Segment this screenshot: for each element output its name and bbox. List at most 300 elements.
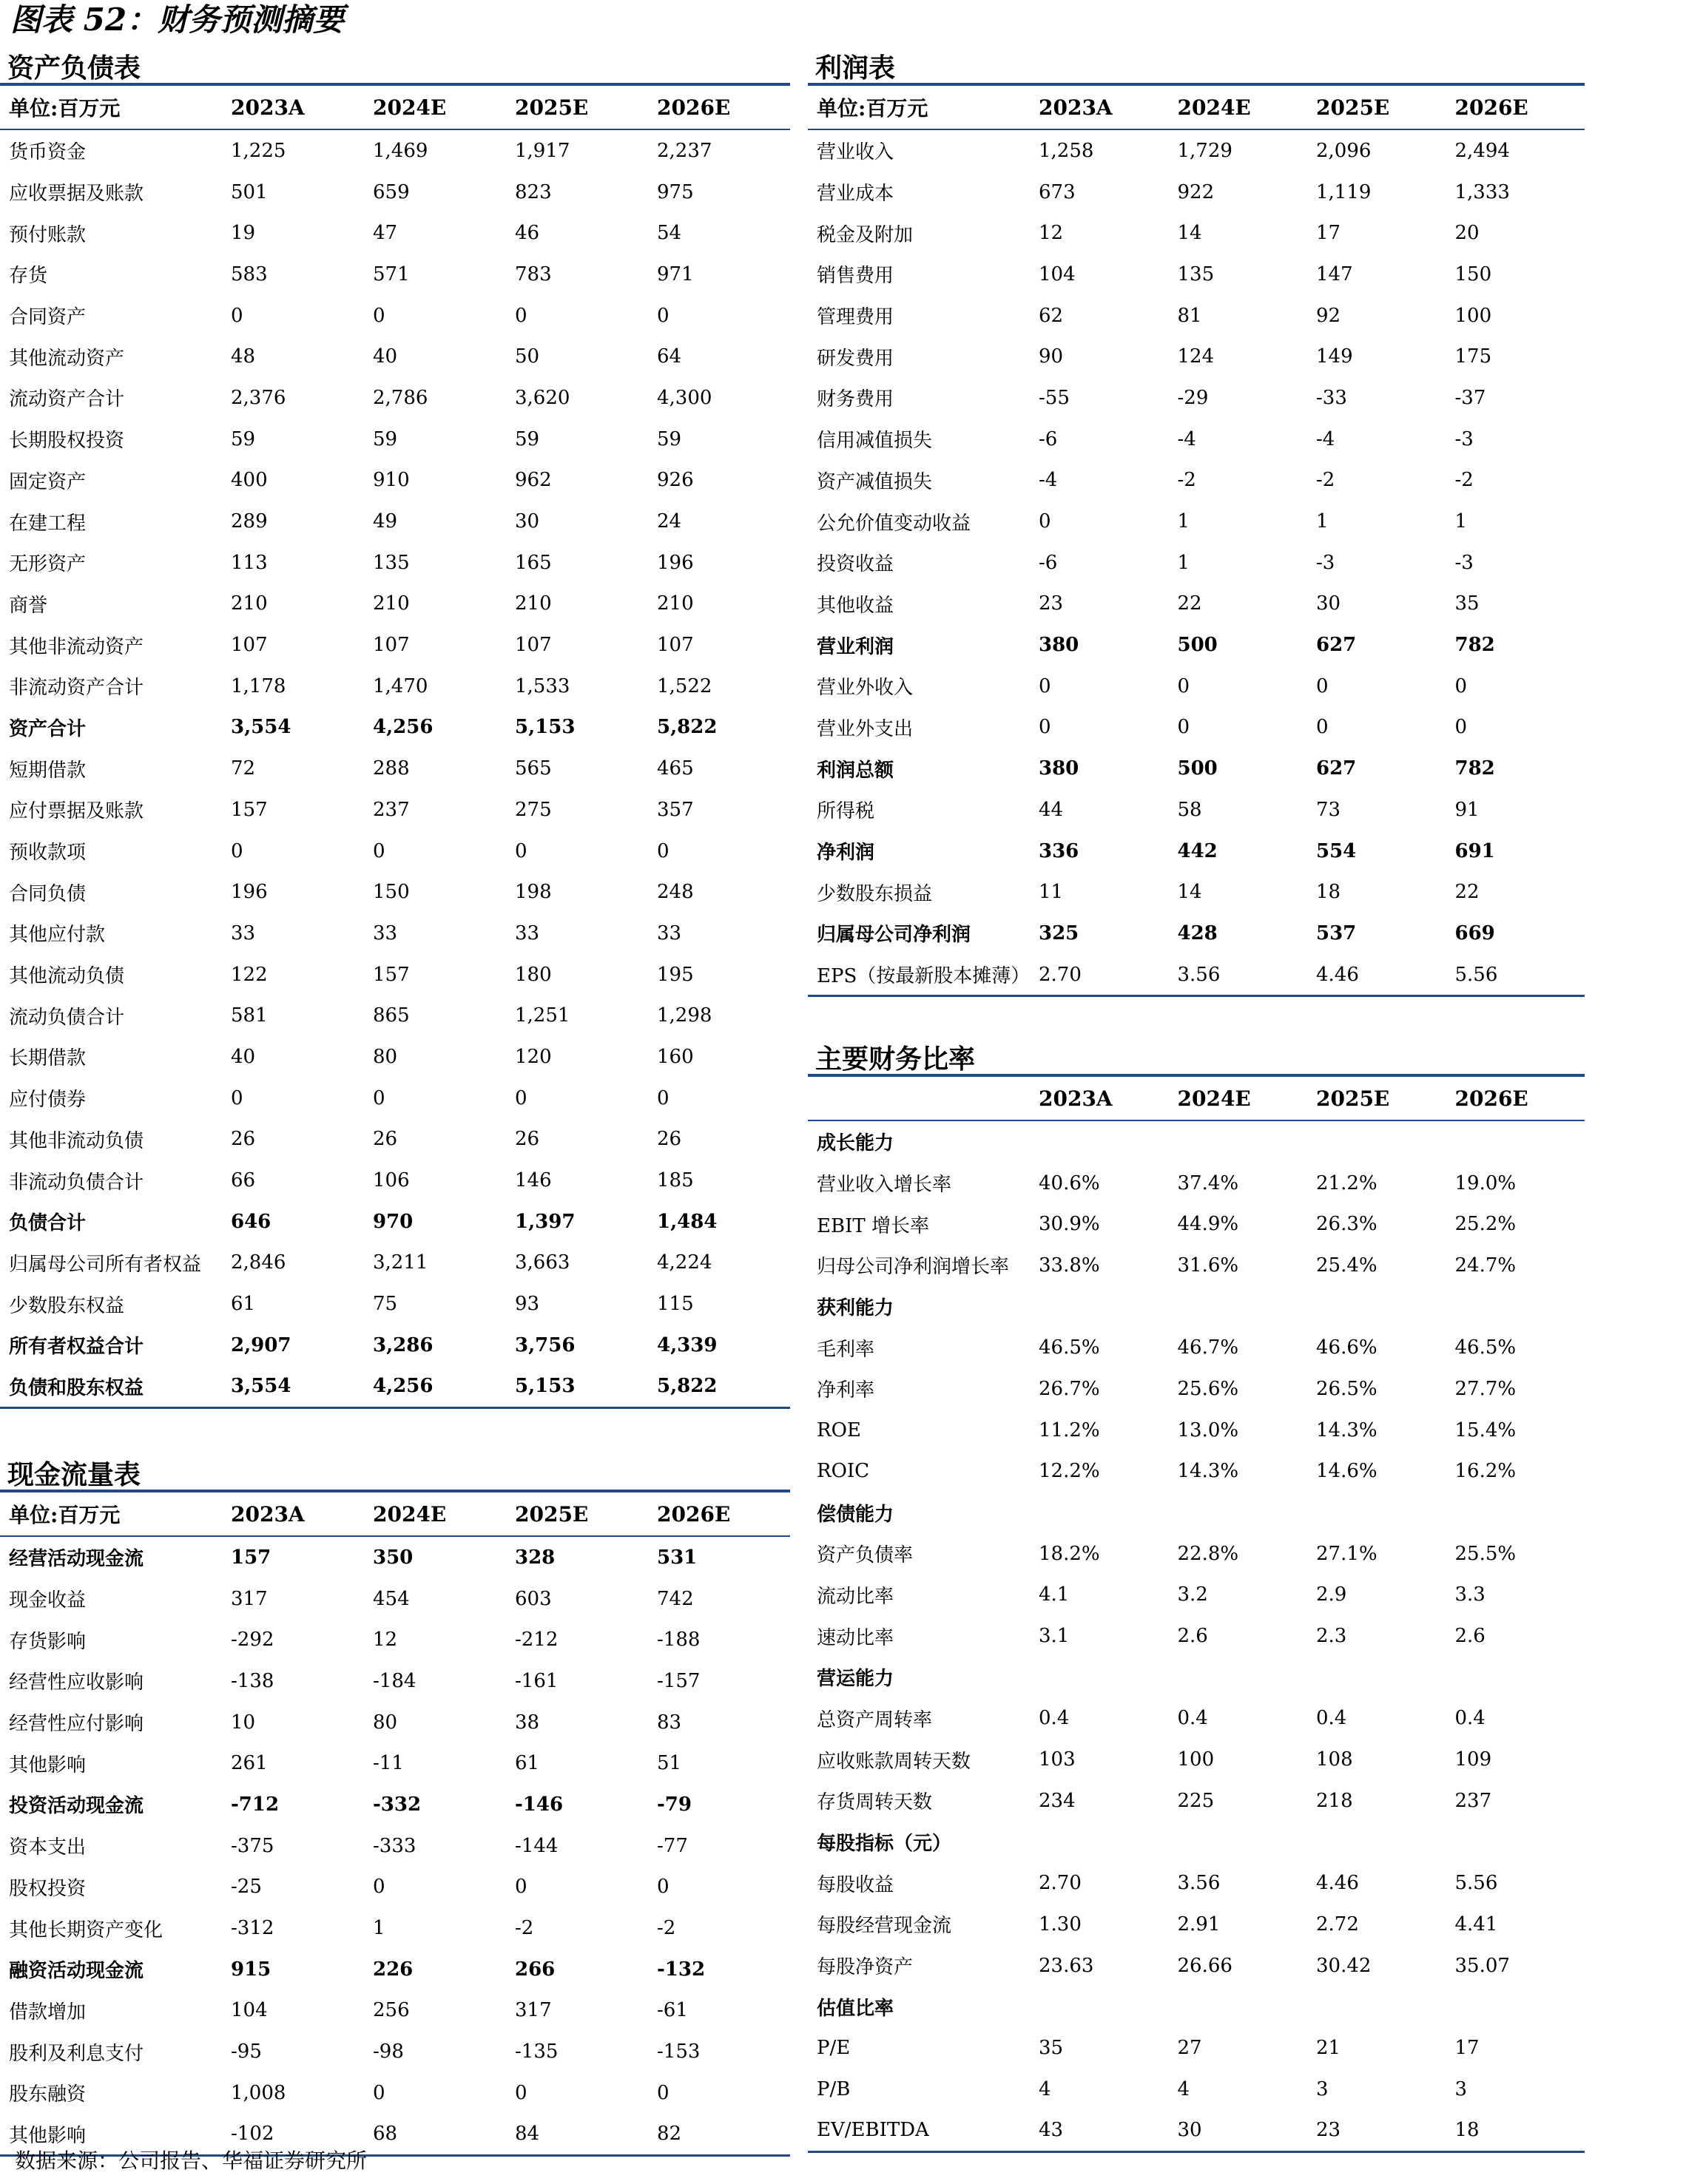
- value-cell: 35: [1454, 592, 1480, 615]
- value-cell: 4: [1039, 2077, 1051, 2100]
- value-cell: 2,237: [657, 139, 712, 162]
- value-cell: 0: [657, 1086, 670, 1109]
- table-row: [808, 1945, 1585, 1987]
- table-row: [808, 1822, 1585, 1863]
- row-label: 其他非流动资产: [9, 635, 144, 658]
- value-cell: -79: [657, 1793, 692, 1816]
- row-label: 股东融资: [9, 2083, 87, 2106]
- value-cell: 26.3%: [1316, 1213, 1377, 1236]
- row-label: 归属母公司净利润: [817, 924, 971, 947]
- value-cell: 0: [515, 304, 527, 327]
- value-cell: 210: [373, 592, 410, 615]
- year-header: 2024E: [364, 86, 506, 129]
- row-label: 应收票据及账款: [9, 183, 144, 206]
- value-cell: 5.56: [1446, 954, 1585, 996]
- value-cell: 12: [1039, 222, 1064, 245]
- value-cell: -4: [1316, 427, 1335, 450]
- row-label: 归属母公司所有者权益: [9, 1253, 202, 1276]
- value-cell: 90: [1039, 345, 1064, 368]
- table-row: [808, 1698, 1585, 1740]
- value-cell: 30: [1169, 2110, 1308, 2152]
- value-cell: 4,224: [657, 1251, 712, 1274]
- table-row: [808, 707, 1585, 748]
- value-cell: -184: [373, 1669, 417, 1692]
- row-label: 合同资产: [9, 306, 87, 329]
- value-cell: [1307, 1986, 1446, 2027]
- row-label: 投资收益: [817, 553, 894, 576]
- value-cell: -6: [1039, 551, 1058, 574]
- balance-table: [0, 86, 790, 1409]
- value-cell: -2: [1316, 469, 1335, 492]
- value-cell: 2.70: [1039, 1872, 1082, 1895]
- row-label: 资产负债率: [817, 1544, 914, 1567]
- row-label: 其他流动负债: [9, 965, 125, 988]
- value-cell: 51: [657, 1752, 682, 1775]
- value-cell: 627: [1316, 757, 1357, 780]
- value-cell: 1,729: [1177, 139, 1232, 162]
- value-cell: 4: [1177, 2077, 1190, 2100]
- table-row: [808, 2069, 1585, 2110]
- value-cell: 100: [1454, 304, 1492, 327]
- table-row: [0, 542, 790, 584]
- value-cell: 196: [231, 881, 268, 904]
- value-cell: 61: [515, 1752, 540, 1775]
- row-label: 股利及利息支付: [9, 2042, 144, 2065]
- value-cell: 1,298: [657, 1004, 712, 1027]
- value-cell: 26: [657, 1128, 682, 1151]
- table-row: [808, 377, 1585, 419]
- value-cell: 48: [231, 345, 256, 368]
- value-cell: [1030, 1657, 1169, 1698]
- value-cell: 25.6%: [1177, 1377, 1239, 1400]
- table-row: [808, 1986, 1585, 2027]
- table-row: [808, 624, 1585, 666]
- income-table: [808, 86, 1585, 997]
- data-source-note: 数据来源：公司报告、华福证券研究所: [15, 2148, 368, 2173]
- value-cell: [1446, 1286, 1585, 1328]
- value-cell: 0.4: [1177, 1707, 1208, 1730]
- value-cell: 27.1%: [1316, 1542, 1377, 1565]
- row-label: 管理费用: [817, 306, 894, 329]
- table-row: [808, 1862, 1585, 1904]
- value-cell: -11: [373, 1752, 404, 1775]
- row-label: 无形资产: [9, 553, 87, 576]
- value-cell: 160: [657, 1045, 694, 1068]
- value-cell: 35.07: [1454, 1954, 1510, 1977]
- row-label: 非流动资产合计: [9, 677, 144, 700]
- row-label: 经营活动现金流: [9, 1548, 144, 1571]
- value-cell: 59: [657, 427, 682, 450]
- value-cell: 3: [1316, 2077, 1329, 2100]
- value-cell: 30.42: [1316, 1954, 1372, 1977]
- table-row: [808, 954, 1585, 996]
- value-cell: 1,008: [231, 2081, 286, 2104]
- value-cell: 13.0%: [1177, 1419, 1239, 1441]
- row-label: 资产合计: [9, 717, 87, 740]
- value-cell: 80: [373, 1711, 398, 1734]
- income-statement-section: [808, 44, 1585, 997]
- row-label: 应付债券: [9, 1089, 87, 1112]
- value-cell: 4.1: [1039, 1583, 1070, 1606]
- value-cell: 237: [373, 798, 410, 821]
- value-cell: 26.66: [1177, 1954, 1232, 1977]
- table-row: [0, 1366, 790, 1408]
- row-label: 每股净资产: [817, 1956, 914, 1979]
- year-header: 2026E: [1446, 86, 1585, 129]
- value-cell: 59: [373, 427, 398, 450]
- value-cell: 18: [1446, 2110, 1585, 2152]
- value-cell: 5.56: [1454, 1872, 1498, 1895]
- value-cell: 1,469: [373, 139, 428, 162]
- value-cell: -161: [515, 1669, 559, 1692]
- table-row: [0, 666, 790, 707]
- table-row: [0, 1036, 790, 1078]
- table-row: [0, 1325, 790, 1366]
- row-label: 投资活动现金流: [9, 1795, 144, 1818]
- value-cell: 1,917: [515, 139, 570, 162]
- table-row: [808, 1575, 1585, 1616]
- table-row: [0, 1283, 790, 1325]
- value-cell: 107: [515, 634, 552, 657]
- value-cell: 17: [1454, 2036, 1480, 2059]
- row-label: 经营性应付影响: [9, 1713, 144, 1736]
- value-cell: 248: [657, 881, 694, 904]
- value-cell: 0: [1039, 716, 1051, 739]
- unit-header: [808, 1077, 1030, 1120]
- value-cell: 2,907: [231, 1333, 291, 1356]
- value-cell: 150: [1454, 263, 1492, 285]
- value-cell: 15.4%: [1454, 1419, 1517, 1441]
- value-cell: 1,258: [1039, 139, 1094, 162]
- year-header: 2024E: [1169, 1077, 1308, 1120]
- row-label: 应付票据及账款: [9, 800, 144, 823]
- table-row: [808, 1451, 1585, 1492]
- value-cell: [1307, 1492, 1446, 1533]
- value-cell: 2.9: [1316, 1583, 1347, 1606]
- value-cell: [1169, 1120, 1308, 1163]
- value-cell: 1,533: [515, 675, 570, 697]
- value-cell: 195: [657, 963, 694, 986]
- value-cell: -61: [657, 1999, 688, 2022]
- row-label: 其他影响: [9, 1754, 87, 1776]
- value-cell: 12: [373, 1629, 398, 1651]
- row-label: 财务费用: [817, 388, 894, 411]
- table-row: [808, 1245, 1585, 1286]
- value-cell: 3,554: [231, 716, 291, 739]
- table-row: [0, 460, 790, 501]
- value-cell: 0: [1177, 675, 1190, 697]
- value-cell: [1446, 1492, 1585, 1533]
- table-row: [808, 789, 1585, 831]
- value-cell: 61: [231, 1293, 256, 1316]
- value-cell: 24: [657, 510, 682, 533]
- value-cell: 0: [1316, 716, 1329, 739]
- value-cell: 1.30: [1039, 1913, 1082, 1935]
- value-cell: 226: [373, 1958, 414, 1981]
- value-cell: 16.2%: [1454, 1460, 1517, 1483]
- value-cell: 120: [515, 1045, 552, 1068]
- value-cell: 0: [515, 1086, 527, 1109]
- value-cell: -55: [1039, 386, 1070, 409]
- unit-header: 单位:百万元: [0, 1492, 222, 1536]
- value-cell: 149: [1316, 345, 1353, 368]
- value-cell: 40: [373, 345, 398, 368]
- value-cell: 975: [657, 180, 694, 203]
- value-cell: 26.7%: [1039, 1377, 1100, 1400]
- value-cell: 3,663: [515, 1251, 570, 1274]
- ratios-title: 主要财务比率: [808, 1035, 1585, 1077]
- table-row: [0, 419, 790, 460]
- value-cell: 4,300: [657, 386, 712, 409]
- value-cell: 1,119: [1316, 180, 1372, 203]
- value-cell: 225: [1177, 1789, 1215, 1812]
- value-cell: -212: [515, 1629, 559, 1651]
- value-cell: 603: [515, 1587, 552, 1610]
- table-row: [808, 129, 1585, 172]
- value-cell: 1: [1177, 510, 1190, 533]
- value-cell: 962: [515, 469, 552, 492]
- value-cell: 22: [1177, 592, 1202, 615]
- value-cell: [1169, 1286, 1308, 1328]
- table-row: [0, 831, 790, 872]
- value-cell: 23: [1039, 592, 1064, 615]
- value-cell: 2,786: [373, 386, 428, 409]
- row-label: 资产减值损失: [817, 470, 933, 493]
- value-cell: 0: [1177, 716, 1190, 739]
- value-cell: 500: [1177, 757, 1218, 780]
- value-cell: 922: [1177, 180, 1215, 203]
- value-cell: 691: [1454, 839, 1495, 862]
- value-cell: 1,251: [515, 1004, 570, 1027]
- row-label: 现金收益: [9, 1589, 87, 1612]
- value-cell: -33: [1316, 386, 1347, 409]
- row-label: 营业收入: [817, 141, 894, 164]
- value-cell: [1307, 1286, 1446, 1328]
- table-row: [808, 1203, 1585, 1245]
- row-label: EPS（按最新股本摊薄）: [808, 954, 1030, 996]
- value-cell: -95: [231, 2041, 262, 2063]
- value-cell: [1030, 1492, 1169, 1533]
- row-label: 所有者权益合计: [9, 1336, 144, 1359]
- table-row: [808, 1286, 1585, 1328]
- value-cell: 19.0%: [1454, 1172, 1517, 1194]
- value-cell: 175: [1454, 345, 1492, 368]
- year-header: 2024E: [1169, 86, 1308, 129]
- row-label: 利润总额: [817, 759, 894, 782]
- row-label: 偿债能力: [817, 1503, 894, 1526]
- table-row: [0, 748, 790, 789]
- table-row: [0, 1867, 790, 1908]
- value-cell: -132: [657, 1958, 706, 1981]
- value-cell: 1,397: [515, 1210, 576, 1233]
- value-cell: 3: [1454, 2077, 1468, 2100]
- row-label: 总资产周转率: [817, 1708, 933, 1731]
- value-cell: 22: [1454, 881, 1480, 904]
- value-cell: 336: [1039, 839, 1079, 862]
- value-cell: 4.46: [1307, 954, 1446, 996]
- table-row: [0, 336, 790, 377]
- value-cell: 107: [657, 634, 694, 657]
- value-cell: [1446, 1657, 1585, 1698]
- header-row: [808, 1077, 1585, 1120]
- value-cell: 14: [1177, 222, 1202, 245]
- value-cell: 1,225: [231, 139, 286, 162]
- value-cell: 0: [515, 1876, 527, 1899]
- row-label: 每股经营现金流: [817, 1915, 952, 1938]
- income-statement-title: 利润表: [808, 44, 1585, 86]
- value-cell: -6: [1039, 427, 1058, 450]
- value-cell: 113: [231, 551, 268, 574]
- table-row: [0, 1578, 790, 1620]
- value-cell: 33: [231, 922, 256, 944]
- table-row: [808, 584, 1585, 625]
- unit-header: 单位:百万元: [808, 86, 1030, 129]
- cashflow-title: 现金流量表: [0, 1451, 790, 1492]
- table-row: [808, 748, 1585, 789]
- value-cell: -102: [222, 2114, 364, 2156]
- value-cell: 5,822: [648, 1366, 790, 1408]
- row-label: 营业成本: [817, 183, 894, 206]
- value-cell: 122: [231, 963, 268, 986]
- row-label: 少数股东损益: [817, 882, 933, 905]
- value-cell: 157: [373, 963, 410, 986]
- row-label: EV/EBITDA: [808, 2110, 1030, 2152]
- year-header: 2023A: [222, 86, 364, 129]
- value-cell: -333: [373, 1834, 417, 1857]
- value-cell: [1169, 1492, 1308, 1533]
- value-cell: 1,178: [231, 675, 286, 697]
- row-label: 流动负债合计: [9, 1006, 125, 1029]
- table-row: [808, 212, 1585, 254]
- value-cell: -98: [373, 2041, 404, 2063]
- value-cell: 19: [231, 222, 256, 245]
- value-cell: 537: [1316, 922, 1357, 944]
- value-cell: 400: [231, 469, 268, 492]
- value-cell: 669: [1454, 922, 1495, 944]
- value-cell: 46.5%: [1039, 1336, 1100, 1359]
- value-cell: 465: [657, 757, 694, 780]
- row-label: 其他非流动负债: [9, 1129, 144, 1152]
- value-cell: 124: [1177, 345, 1215, 368]
- value-cell: 0: [1039, 675, 1051, 697]
- value-cell: -332: [373, 1793, 422, 1816]
- table-row: [808, 831, 1585, 872]
- value-cell: 4.41: [1454, 1913, 1498, 1935]
- value-cell: 865: [373, 1004, 410, 1027]
- value-cell: -37: [1454, 386, 1486, 409]
- table-row: [0, 129, 790, 172]
- table-row: [0, 1078, 790, 1119]
- value-cell: 5,822: [657, 716, 718, 739]
- value-cell: 108: [1316, 1748, 1353, 1771]
- table-row: [808, 542, 1585, 584]
- value-cell: -4: [1039, 469, 1058, 492]
- balance-sheet-title: 资产负债表: [0, 44, 790, 86]
- table-row: [0, 624, 790, 666]
- row-label: ROE: [817, 1419, 861, 1441]
- value-cell: 23.63: [1039, 1954, 1094, 1977]
- table-row: [808, 336, 1585, 377]
- value-cell: 2.91: [1177, 1913, 1221, 1935]
- table-row: [0, 871, 790, 913]
- table-row: [808, 1410, 1585, 1451]
- row-label: 毛利率: [817, 1338, 875, 1361]
- value-cell: 554: [1316, 839, 1357, 862]
- table-row: [0, 1825, 790, 1867]
- value-cell: 210: [657, 592, 694, 615]
- value-cell: 454: [373, 1587, 410, 1610]
- value-cell: 81: [1177, 304, 1202, 327]
- value-cell: 12.2%: [1039, 1460, 1100, 1483]
- value-cell: 107: [373, 634, 410, 657]
- value-cell: 150: [373, 881, 410, 904]
- value-cell: -29: [1177, 386, 1209, 409]
- value-cell: 0: [373, 839, 385, 862]
- table-row: [808, 1120, 1585, 1163]
- row-label: 其他流动资产: [9, 347, 125, 370]
- value-cell: 0.4: [1039, 1707, 1070, 1730]
- value-cell: 30.9%: [1039, 1213, 1100, 1236]
- value-cell: 17: [1316, 222, 1341, 245]
- value-cell: -25: [231, 1876, 262, 1899]
- value-cell: [1169, 1657, 1308, 1698]
- row-label: 非流动负债合计: [9, 1171, 144, 1194]
- table-row: [808, 1533, 1585, 1575]
- table-row: [808, 913, 1585, 954]
- row-label: 长期借款: [9, 1047, 87, 1070]
- value-cell: 40: [231, 1045, 256, 1068]
- value-cell: 0: [657, 839, 670, 862]
- table-row: [808, 1904, 1585, 1945]
- row-label: 预收款项: [9, 842, 87, 865]
- table-row: [0, 1119, 790, 1160]
- value-cell: 58: [1177, 798, 1202, 821]
- value-cell: -2: [1177, 469, 1196, 492]
- value-cell: [1030, 1986, 1169, 2027]
- value-cell: 135: [1177, 263, 1215, 285]
- table-row: [808, 501, 1585, 542]
- row-label: 经营性应收影响: [9, 1671, 144, 1694]
- value-cell: 0: [373, 1086, 385, 1109]
- value-cell: 0: [657, 304, 670, 327]
- value-cell: 289: [231, 510, 268, 533]
- row-label: 每股收益: [817, 1873, 894, 1896]
- value-cell: 266: [515, 1958, 556, 1981]
- row-label: 合同负债: [9, 882, 87, 905]
- value-cell: 104: [231, 1999, 268, 2022]
- value-cell: 500: [1177, 634, 1218, 657]
- value-cell: 103: [1039, 1748, 1076, 1771]
- value-cell: 210: [515, 592, 552, 615]
- value-cell: 21: [1316, 2036, 1341, 2059]
- value-cell: 2.6: [1454, 1625, 1486, 1648]
- unit-header: 单位:百万元: [0, 86, 222, 129]
- year-header: 2025E: [506, 86, 648, 129]
- value-cell: 40.6%: [1039, 1172, 1100, 1194]
- value-cell: 59: [231, 427, 256, 450]
- value-cell: 10: [231, 1711, 256, 1734]
- value-cell: 46.6%: [1316, 1336, 1377, 1359]
- value-cell: 27: [1177, 2036, 1202, 2059]
- row-label: 营业收入增长率: [817, 1174, 952, 1197]
- value-cell: 0: [657, 2081, 670, 2104]
- row-label: 股权投资: [9, 1877, 87, 1900]
- value-cell: 782: [1454, 634, 1495, 657]
- value-cell: 288: [373, 757, 410, 780]
- row-label: 成长能力: [817, 1132, 894, 1155]
- year-header: 2026E: [1446, 1077, 1585, 1120]
- table-row: [0, 172, 790, 213]
